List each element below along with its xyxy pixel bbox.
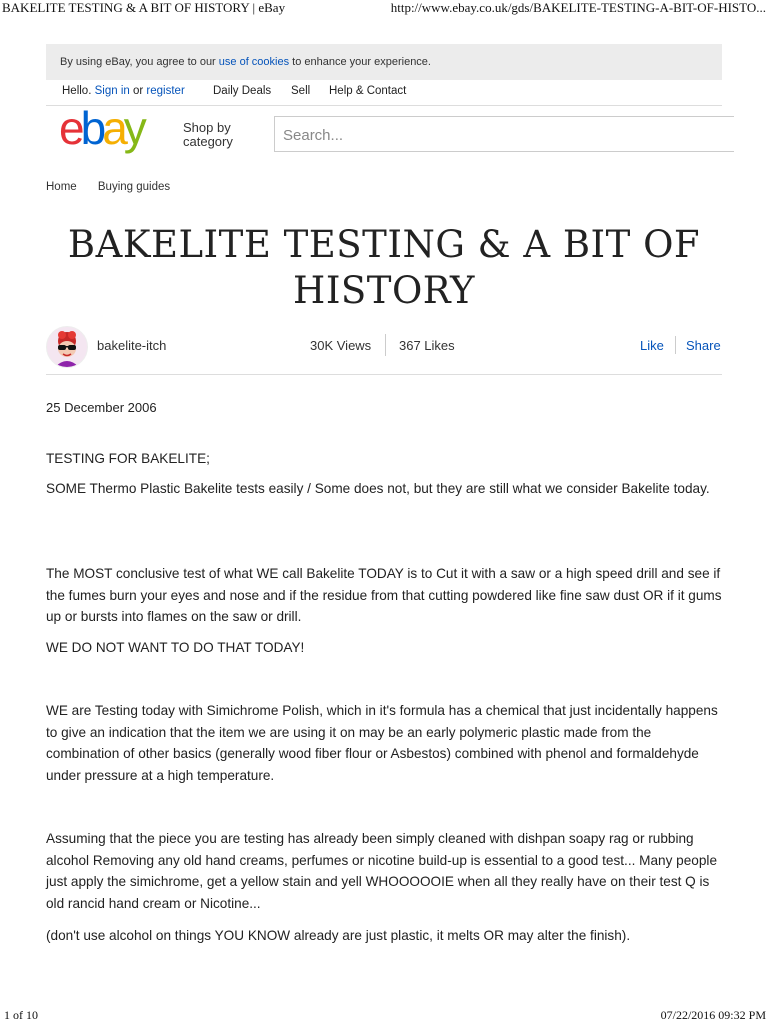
logo-letter-e: e [59, 110, 81, 154]
article-paragraph: WE DO NOT WANT TO DO THAT TODAY! [46, 640, 305, 655]
logo-letter-y: y [123, 110, 143, 154]
register-link[interactable]: register [146, 85, 185, 97]
publish-date: 25 December 2006 [46, 400, 157, 415]
author-name-link[interactable]: bakelite-itch [97, 338, 167, 353]
shop-by-category-button[interactable]: Shop by category [183, 120, 233, 149]
daily-deals-link[interactable]: Daily Deals [213, 85, 272, 97]
divider [385, 334, 386, 356]
share-button[interactable]: Share [686, 338, 721, 353]
article-paragraph: Assuming that the piece you are testing has already been simply cleaned with dishpan soapy rag or rubbing alcohol Removing any old hand creams, perfumes or nicotine build-up is essential to a good test... Many people just apply the simichrome, get a yellow stain and yell WHOOOOOIE when all they really have on their test Q is old rancid hand cream or Nicotine... [46, 831, 718, 911]
cookie-notice [46, 44, 722, 80]
print-timestamp: 07/22/2016 09:32 PM [660, 1008, 766, 1022]
search-placeholder: Search... [283, 127, 344, 144]
like-count: 367 Likes [399, 338, 455, 353]
print-page-number: 1 of 10 [4, 1008, 38, 1022]
divider [46, 374, 722, 375]
breadcrumb-home[interactable]: Home [46, 181, 77, 193]
article-paragraph: (don't use alcohol on things YOU KNOW already are just plastic, it melts OR may alter the finish). [46, 928, 631, 943]
search-input[interactable] [274, 116, 734, 152]
divider [46, 105, 722, 106]
svg-text:ebay [59, 110, 147, 154]
print-header [0, 0, 768, 18]
article-paragraph: TESTING FOR BAKELITE; [46, 451, 210, 466]
ebay-logo[interactable] [59, 110, 175, 160]
page-title: BAKELITE TESTING & A BIT OF HISTORY [67, 223, 701, 312]
author-bar [46, 324, 722, 368]
help-contact-link[interactable]: Help & Contact [329, 85, 407, 97]
article-paragraph: WE are Testing today with Simichrome Polish, which in it's formula has a chemical that just incidentally happens to give an indication that the item we are using it on may be an early polymeric plastic made from the combination of other basics (generally wood fiber flour or Asbestos) combined with phenol and formaldehyde under pressure at a high temperature. [46, 703, 718, 783]
breadcrumb [46, 181, 188, 193]
greeting: Hello. Sign in or register [62, 85, 185, 97]
print-footer [0, 1008, 768, 1024]
article-paragraph: The MOST conclusive test of what WE call Bakelite TODAY is to Cut it with a saw or a high speed drill and see if the fumes burn your eyes and nose and if the residue from that cutting powdered like fine saw dust OR if it gums up or bursts into flames on the saw or drill. [46, 566, 722, 624]
cookie-policy-link[interactable]: use of cookies [218, 56, 290, 68]
logo-letter-a: a [102, 110, 124, 154]
sell-link[interactable]: Sell [291, 85, 311, 97]
print-page-title: BAKELITE TESTING & A BIT OF HISTORY | eBay [2, 0, 286, 15]
print-page-url: http://www.ebay.co.uk/gds/BAKELITE-TESTING-A-BIT-OF-HISTO... [390, 0, 766, 15]
cookie-notice-text: By using eBay, you agree to our use of cookies to enhance your experience. [60, 56, 431, 68]
breadcrumb-buying-guides[interactable]: Buying guides [97, 181, 171, 193]
like-button[interactable]: Like [640, 338, 664, 353]
logo-letter-b: b [80, 110, 103, 154]
divider [675, 336, 676, 354]
view-count: 30K Views [310, 338, 372, 353]
article-paragraph: SOME Thermo Plastic Bakelite tests easily / Some does not, but they are still what we consider Bakelite today. [46, 481, 710, 496]
sign-in-link[interactable]: Sign in [94, 85, 130, 97]
avatar[interactable] [46, 326, 88, 368]
